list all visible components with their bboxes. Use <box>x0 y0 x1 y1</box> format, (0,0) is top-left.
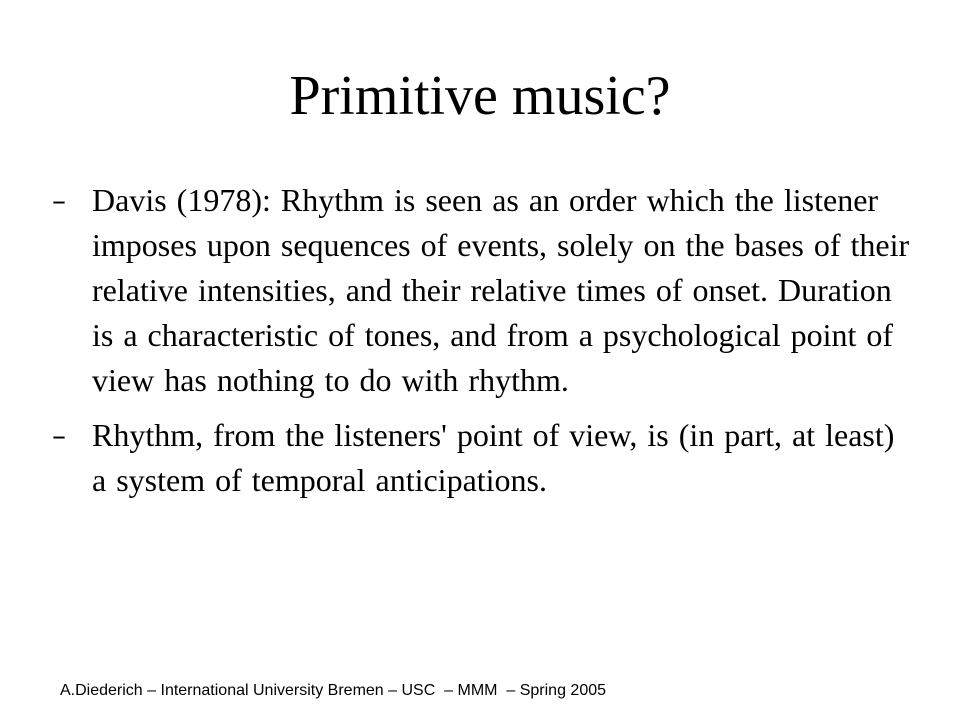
bullet-list <box>52 178 912 503</box>
bullet-item <box>52 413 912 503</box>
bullet-item <box>52 178 912 403</box>
bullet-text: Rhythm, from the listeners' point of view, is (in part, at least) a system of temporal anticipations. <box>92 417 895 498</box>
slide-footer: A.Diederich – International University Bremen – USC – MMM – Spring 2005 <box>60 682 607 699</box>
slide-title: Primitive music? <box>289 65 671 127</box>
dash-bullet-icon: – <box>52 184 66 217</box>
bullet-text: Davis (1978): Rhythm is seen as an order which the listener imposes upon sequences of events, solely on the bases of their relative intensities, and their relative times of onset. Duration is a characteristic of tones, and from a psychological point of view has nothing to do with rhythm. <box>92 182 910 398</box>
dash-bullet-icon: – <box>52 419 66 452</box>
